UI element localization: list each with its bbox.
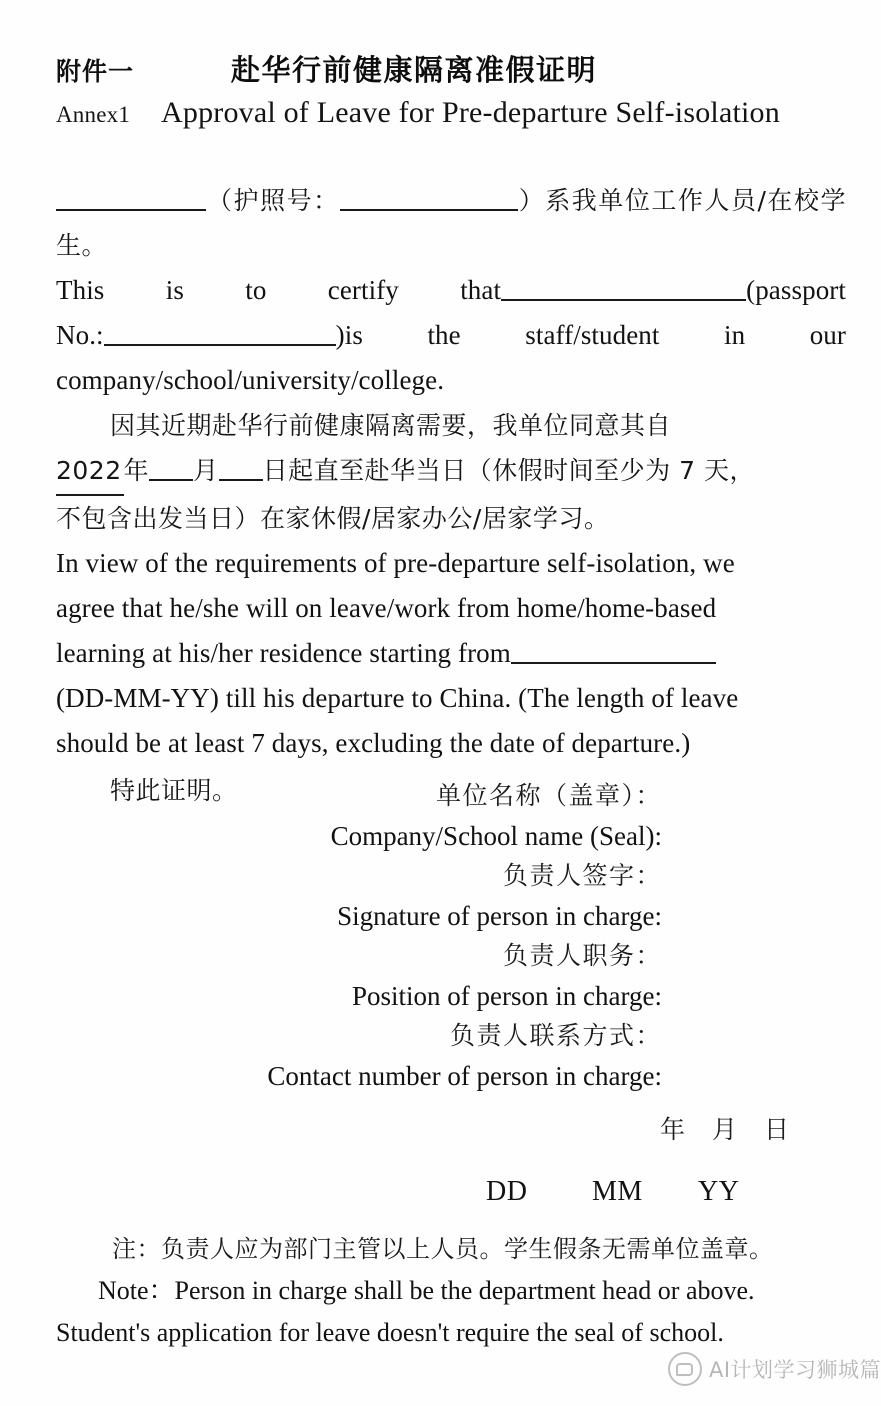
para2-chinese-line3: 不包含出发当日）在家休假/居家办公/居家学习。 [56, 504, 610, 533]
unit-month: 月 [193, 456, 219, 485]
year-value[interactable]: 2022 [56, 448, 124, 496]
para1-en-text-c: No.: [56, 320, 104, 350]
signature-line-company-name-en: Company/School name (Seal): [330, 821, 662, 851]
para2-chinese-line1: 因其近期赴华行前健康隔离需要，我单位同意其自 [110, 411, 672, 440]
watermark-text: AI计划学习狮城篇 [709, 1358, 881, 1382]
date-line-chinese [660, 1110, 816, 1146]
signature-line-signature-cn: 负责人签字： [502, 861, 662, 890]
para1-cn-text-b: ）系我单位工作人员/在校学生。 [56, 186, 846, 260]
blank-month-field[interactable] [149, 453, 193, 481]
para1-english-line3: company/school/university/college. [56, 365, 445, 395]
annex-label-chinese: 附件一 [56, 57, 135, 86]
document-title-chinese: 赴华行前健康隔离准假证明 [231, 53, 598, 87]
signature-line-position-cn: 负责人职务： [502, 941, 662, 970]
title-row-chinese [56, 48, 846, 89]
para2-english-line1: In view of the requirements of pre-departure self-isolation, we [56, 548, 735, 578]
signature-line-signature-en: Signature of person in charge: [337, 901, 662, 931]
note-block [56, 1228, 856, 1354]
document-title-english: Approval of Leave for Pre-departure Self-isolation [161, 96, 780, 129]
date-unit-month-cn: 月 [712, 1115, 739, 1144]
para2-english-line4: (DD-MM-YY) till his departure to China. (The length of leave [56, 683, 739, 713]
para1-english-line2 [56, 313, 846, 358]
signature-line-company-name-cn: 单位名称（盖章）： [435, 781, 662, 810]
para1-cn-text-a: （护照号： [206, 186, 340, 215]
watermark [668, 1352, 881, 1386]
blank-start-date-field[interactable] [511, 634, 716, 664]
para2-en-text-a: learning at his/her residence starting from [56, 638, 511, 668]
para1-en-text-d: )is the staff/student in our [335, 320, 846, 350]
unit-year: 年 [123, 456, 150, 485]
para2-english-line2: agree that he/she will on leave/work from home/home-based [56, 593, 717, 623]
title-row-english [56, 96, 856, 130]
signature-line-position-en: Position of person in charge: [352, 981, 662, 1011]
note-english-line1: Note：Person in charge shall be the department head or above. [98, 1276, 755, 1305]
date-unit-day-cn: 日 [764, 1115, 791, 1144]
signature-line-contact-cn: 负责人联系方式： [449, 1021, 662, 1050]
date-unit-year-cn: 年 [660, 1115, 687, 1144]
para1-en-text-b: (passport [746, 275, 846, 305]
signature-block [42, 776, 662, 1096]
chat-bubble-circle-icon [668, 1352, 702, 1386]
para2-chinese-line2 [56, 448, 846, 496]
date-placeholder-dd: DD [486, 1176, 528, 1207]
paragraph-two [56, 403, 846, 813]
signature-line-contact-en: Contact number of person in charge: [267, 1061, 662, 1091]
note-chinese: 注：负责人应为部门主管以上人员。学生假条无需单位盖章。 [112, 1235, 774, 1263]
blank-name-field[interactable] [56, 183, 206, 211]
paragraph-one [56, 178, 846, 403]
date-placeholder-mm: MM [592, 1176, 643, 1207]
para1-chinese [56, 178, 846, 268]
blank-day-field[interactable] [219, 453, 263, 481]
blank-certify-name-field[interactable] [501, 271, 746, 301]
blank-passport-field[interactable] [340, 183, 518, 211]
para2-cn-rest: 日起直至赴华当日（休假时间至少为 7 天， [262, 456, 755, 485]
blank-passport-no-field[interactable] [104, 316, 336, 346]
closing-statement-chinese: 特此证明。 [110, 776, 238, 805]
para2-english-line5: should be at least 7 days, excluding the date of departure.) [56, 728, 691, 758]
para1-english-line1 [56, 268, 846, 313]
date-placeholder-yy: YY [698, 1176, 740, 1207]
note-english-line2: Student's application for leave doesn't require the seal of school. [56, 1318, 724, 1347]
annex-label-english: Annex1 [56, 102, 131, 127]
date-line-english [486, 1176, 804, 1208]
para1-en-text-a: This is to certify that [56, 275, 502, 305]
para2-english-line3 [56, 631, 846, 676]
